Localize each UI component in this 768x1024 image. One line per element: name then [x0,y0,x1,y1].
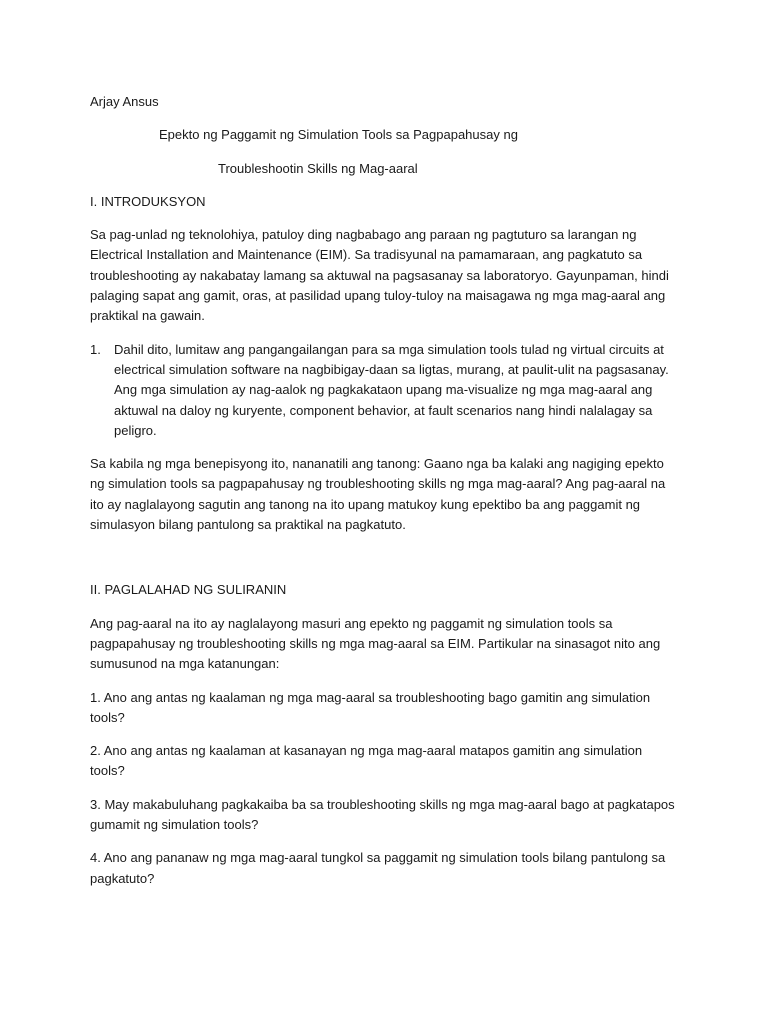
numbered-list-item [90,340,680,441]
section-heading-introduksyon: I. INTRODUKSYON [90,193,206,209]
list-item-text: Dahil dito, lumitaw ang pangangailangan para sa mga simulation tools tulad ng virtual circuits at electrical simulation software na nagbibigay-daan sa ligtas, murang, at paulit-ulit na pagsasanay. Ang mga simulation ay nag-aalok ng pagkakataon upang ma-visualize ng mga mag-aaral ang aktuwal na daloy ng kuryente, component behavior, at fault scenarios nang hindi nalalagay sa peligro. [114,341,669,438]
intro-paragraph-2: Sa kabila ng mga benepisyong ito, nananatili ang tanong: Gaano nga ba kalaki ang nagiging epekto ng simulation tools sa pagpapahusay ng troubleshooting skills ng mga mag-aaral? Ang pag-aaral na ito ay naglalayong sagutin ang tanong na ito upang matukoy kung epektibo ba ang paggamit ng simulasyon bilang pantulong sa praktikal na pagkatuto. [90,456,666,533]
document-body [90,92,680,902]
question-item: 2. Ano ang antas ng kaalaman at kasanayan ng mga mag-aaral matapos gamitin ang simulation tools? [90,743,643,779]
intro-paragraph-1: Sa pag-unlad ng teknolohiya, patuloy ding nagbabago ang paraan ng pagtuturo sa larangan ng Electrical Installation and Maintenance (EIM). Sa tradisyunal na pamamaraan, ang pagkatuto sa troubleshooting ay nakabatay lamang sa aktuwal na pagsasanay sa laboratoryo. Gayunpaman, hindi palaging sapat ang gamit, oras, at pasilidad upang tuloy-tuloy na maisagawa ng mga mag-aaral ang praktikal na gawain. [90,227,669,324]
section-heading-suliranin: II. PAGLALAHAD NG SULIRANIN [90,582,287,598]
title-line-2: Troubleshootin Skills ng Mag-aaral [218,160,418,176]
question-item: 3. May makabuluhang pagkakaiba ba sa troubleshooting skills ng mga mag-aaral bago at pagkatapos gumamit ng simulation tools? [90,796,675,833]
list-number: 1. [90,341,101,357]
title-line-1: Epekto ng Paggamit ng Simulation Tools sa Pagpapahusay ng [159,127,518,143]
author-name: Arjay Ansus [90,94,159,109]
section-spacer [90,548,680,580]
question-item: 4. Ano ang pananaw ng mga mag-aaral tungkol sa paggamit ng simulation tools bilang pantulong sa pagkatuto? [90,850,666,886]
question-item: 1. Ano ang antas ng kaalaman ng mga mag-aaral sa troubleshooting bago gamitin ang simulation tools? [90,689,651,725]
suliranin-paragraph: Ang pag-aaral na ito ay naglalayong masuri ang epekto ng paggamit ng simulation tools sa pagpapahusay ng troubleshooting skills ng mga mag-aaral sa EIM. Partikular na sinasagot nito ang sumusunod na mga katanungan: [90,615,661,672]
